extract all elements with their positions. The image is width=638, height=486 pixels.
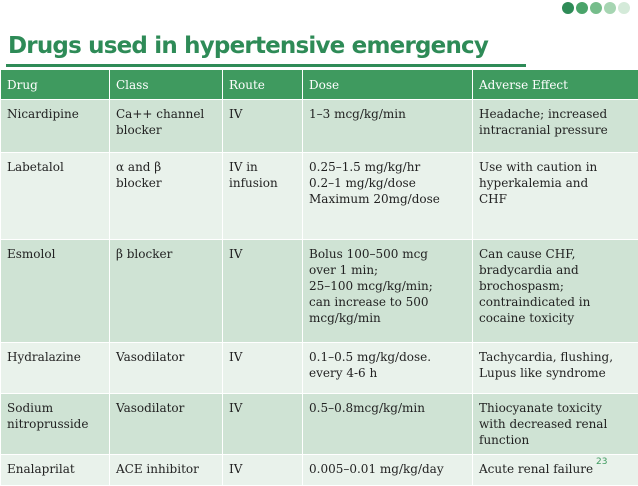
cell-drug: Sodium nitroprusside bbox=[1, 394, 110, 455]
header-dot bbox=[604, 2, 616, 14]
cell-adverse-effect: Can cause CHF, bradycardia and brochospasm; contraindicated in cocaine toxicity bbox=[473, 240, 638, 343]
table-header-row bbox=[1, 70, 638, 100]
cell-class: Vasodilator bbox=[110, 343, 223, 394]
cell-dose: 0.25–1.5 mg/kg/hr 0.2–1 mg/kg/dose Maximum 20mg/dose bbox=[303, 153, 473, 240]
header-drug: Drug bbox=[1, 70, 110, 100]
cell-drug: Esmolol bbox=[1, 240, 110, 343]
title-underline bbox=[6, 64, 526, 67]
header-dot bbox=[576, 2, 588, 14]
table-row bbox=[1, 455, 638, 486]
header-dot bbox=[590, 2, 602, 14]
cell-adverse-effect: Use with caution in hyperkalemia and CHF bbox=[473, 153, 638, 240]
cell-dose: 1–3 mcg/kg/min bbox=[303, 100, 473, 153]
cell-route: IV bbox=[223, 455, 303, 486]
page-number: 23 bbox=[596, 457, 607, 467]
cell-drug: Hydralazine bbox=[1, 343, 110, 394]
cell-drug: Enalaprilat bbox=[1, 455, 110, 486]
cell-route: IV bbox=[223, 394, 303, 455]
cell-adverse-effect: Thiocyanate toxicity with decreased renal function bbox=[473, 394, 638, 455]
table-body bbox=[1, 100, 638, 486]
cell-dose: 0.1–0.5 mg/kg/dose. every 4-6 h bbox=[303, 343, 473, 394]
cell-class: α and β blocker bbox=[110, 153, 223, 240]
drug-table bbox=[0, 69, 638, 486]
header-route: Route bbox=[223, 70, 303, 100]
table-row bbox=[1, 343, 638, 394]
header-dot bbox=[562, 2, 574, 14]
cell-class: Vasodilator bbox=[110, 394, 223, 455]
cell-class: β blocker bbox=[110, 240, 223, 343]
cell-adverse-effect: Headache; increased intracranial pressure bbox=[473, 100, 638, 153]
cell-adverse-effect: Tachycardia, flushing, Lupus like syndrome bbox=[473, 343, 638, 394]
header-class: Class bbox=[110, 70, 223, 100]
cell-route: IV bbox=[223, 343, 303, 394]
table-row bbox=[1, 240, 638, 343]
cell-dose: Bolus 100–500 mcg over 1 min; 25–100 mcg/kg/min; can increase to 500 mcg/kg/min bbox=[303, 240, 473, 343]
cell-route: IV bbox=[223, 100, 303, 153]
cell-drug: Labetalol bbox=[1, 153, 110, 240]
cell-class: Ca++ channel blocker bbox=[110, 100, 223, 153]
cell-adverse-effect: Acute renal failure bbox=[473, 455, 638, 486]
header-adverse-effect: Adverse Effect bbox=[473, 70, 638, 100]
table-row bbox=[1, 394, 638, 455]
header-decoration-bar bbox=[0, 0, 638, 18]
header-dot bbox=[618, 2, 630, 14]
cell-route: IV bbox=[223, 240, 303, 343]
slide-title: Drugs used in hypertensive emergency bbox=[8, 33, 488, 59]
table-row bbox=[1, 100, 638, 153]
header-dots bbox=[562, 2, 630, 14]
cell-route: IV in infusion bbox=[223, 153, 303, 240]
cell-class: ACE inhibitor bbox=[110, 455, 223, 486]
header-dose: Dose bbox=[303, 70, 473, 100]
cell-drug: Nicardipine bbox=[1, 100, 110, 153]
table-row bbox=[1, 153, 638, 240]
cell-dose: 0.005–0.01 mg/kg/day bbox=[303, 455, 473, 486]
cell-dose: 0.5–0.8mcg/kg/min bbox=[303, 394, 473, 455]
